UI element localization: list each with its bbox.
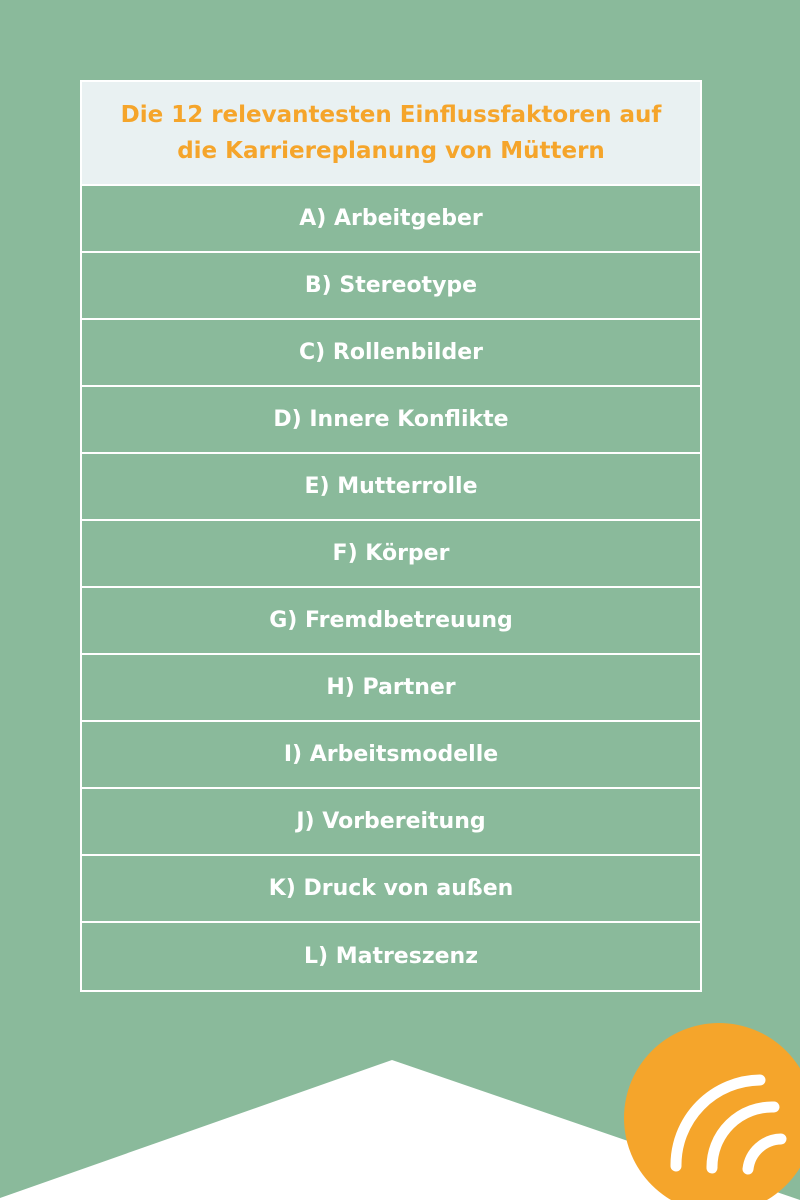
factors-table — [80, 80, 702, 992]
factor-row-c: C) Rollenbilder — [82, 320, 700, 387]
signal-arcs-icon — [624, 1023, 800, 1200]
table-title: Die 12 relevantesten Einflussfaktoren auf die Karriereplanung von Müttern — [82, 82, 700, 186]
factor-row-f: F) Körper — [82, 521, 700, 588]
factor-row-k: K) Druck von außen — [82, 856, 700, 923]
factor-row-b: B) Stereotype — [82, 253, 700, 320]
factor-row-g: G) Fremdbetreuung — [82, 588, 700, 655]
factor-row-j: J) Vorbereitung — [82, 789, 700, 856]
factor-row-h: H) Partner — [82, 655, 700, 722]
factor-row-l: L) Matreszenz — [303, 944, 479, 969]
factor-row-e: E) Mutterrolle — [82, 454, 700, 521]
factor-row-a: A) Arbeitgeber — [82, 186, 700, 253]
factor-row-d: D) Innere Konflikte — [82, 387, 700, 454]
factor-row-i: I) Arbeitsmodelle — [82, 722, 700, 789]
